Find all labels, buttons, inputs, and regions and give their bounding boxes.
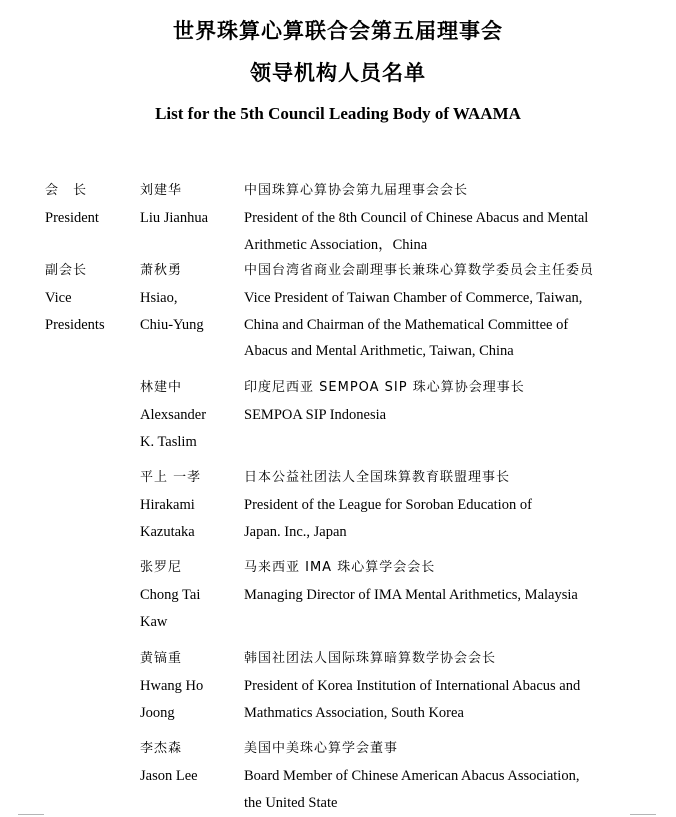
description-english-line: Arithmetic Association，China <box>244 236 428 253</box>
role-cell <box>45 555 137 582</box>
name-chinese: 黄镐重 <box>140 651 183 666</box>
name-english-line: Joong <box>140 704 175 721</box>
name-chinese: 萧秋勇 <box>140 263 183 278</box>
role-english-line: Vice <box>45 289 72 306</box>
description-cell <box>244 258 639 365</box>
description-chinese: 中国台湾省商业会副理事长兼珠心算数学委员会主任委员 <box>244 263 595 278</box>
name-english-line: Jason Lee <box>140 767 198 784</box>
description-cell <box>244 646 639 726</box>
description-cell <box>244 375 639 429</box>
role-chinese <box>45 736 137 763</box>
page-corner-mark-right <box>630 814 656 815</box>
description-english-line: Vice President of Taiwan Chamber of Commerce, Taiwan, <box>244 289 583 306</box>
role-cell <box>45 258 137 338</box>
description-english-line: Abacus and Mental Arithmetic, Taiwan, China <box>244 343 514 360</box>
description-english-line: President of the League for Soroban Education of <box>244 496 532 513</box>
description-english-line: President of the 8th Council of Chinese Abacus and Mental <box>244 209 589 226</box>
name-chinese: 平上 一孝 <box>140 470 202 485</box>
role-english-line: President <box>45 209 99 226</box>
name-chinese: 林建中 <box>140 380 183 395</box>
role-chinese <box>45 465 137 492</box>
name-english-line: Kaw <box>140 613 168 630</box>
description-chinese: 印度尼西亚 SEMPOA SIP 珠心算协会理事长 <box>244 380 525 395</box>
name-english-line: Kazutaka <box>140 523 195 540</box>
name-chinese: 刘建华 <box>140 183 183 198</box>
description-cell <box>244 178 639 258</box>
role-chinese <box>45 646 137 673</box>
description-english-line: Board Member of Chinese American Abacus Association, <box>244 767 580 784</box>
name-english-line: Liu Jianhua <box>140 209 209 226</box>
role-cell <box>45 646 137 673</box>
name-english-line: Hwang Ho <box>140 677 204 694</box>
description-cell <box>244 465 639 545</box>
name-cell <box>140 178 240 232</box>
description-chinese: 马来西亚 IMA 珠心算学会会长 <box>244 560 436 575</box>
description-chinese: 美国中美珠心算学会董事 <box>244 741 399 756</box>
role-cell <box>45 465 137 492</box>
name-english-line: Chong Tai <box>140 586 201 603</box>
role-chinese <box>45 375 137 402</box>
role-chinese: 会 长 <box>45 183 88 198</box>
name-chinese: 张罗尼 <box>140 560 183 575</box>
title-english: List for the 5th Council Leading Body of WAAMA <box>155 104 521 123</box>
name-english-line: Alexsander <box>140 406 207 423</box>
role-chinese: 副会长 <box>45 263 88 278</box>
name-cell <box>140 258 240 338</box>
role-cell <box>45 178 137 232</box>
name-english-line: Chiu-Yung <box>140 316 204 333</box>
description-chinese: 日本公益社团法人全国珠算教育联盟理事长 <box>244 470 511 485</box>
role-chinese <box>45 555 137 582</box>
page-corner-mark-left <box>18 814 44 815</box>
role-english-line: Presidents <box>45 316 105 333</box>
role-cell <box>45 375 137 402</box>
title-chinese-line-1: 世界珠算心算联合会第五届理事会 <box>173 19 503 43</box>
description-chinese: 中国珠算心算协会第九届理事会会长 <box>244 183 469 198</box>
name-english-line: K. Taslim <box>140 433 197 450</box>
role-cell <box>45 736 137 763</box>
description-english-line: Japan. Inc., Japan <box>244 523 347 540</box>
name-chinese: 李杰森 <box>140 741 183 756</box>
description-english-line: SEMPOA SIP Indonesia <box>244 406 387 423</box>
description-cell <box>244 736 639 816</box>
name-cell <box>140 555 240 635</box>
name-english-line: Hsiao, <box>140 289 178 306</box>
description-chinese: 韩国社团法人国际珠算暗算数学协会会长 <box>244 651 497 666</box>
description-english-line: the United State <box>244 794 338 811</box>
description-english-line: Mathmatics Association, South Korea <box>244 704 464 721</box>
name-english-line: Hirakami <box>140 496 195 513</box>
name-cell <box>140 465 240 545</box>
name-cell <box>140 646 240 726</box>
description-cell <box>244 555 639 609</box>
description-english-line: Managing Director of IMA Mental Arithmetics, Malaysia <box>244 586 578 603</box>
title-chinese-line-2: 领导机构人员名单 <box>250 61 426 85</box>
description-english-line: President of Korea Institution of International Abacus and <box>244 677 581 694</box>
name-cell <box>140 736 240 790</box>
name-cell <box>140 375 240 455</box>
description-english-line: China and Chairman of the Mathematical Committee of <box>244 316 569 333</box>
